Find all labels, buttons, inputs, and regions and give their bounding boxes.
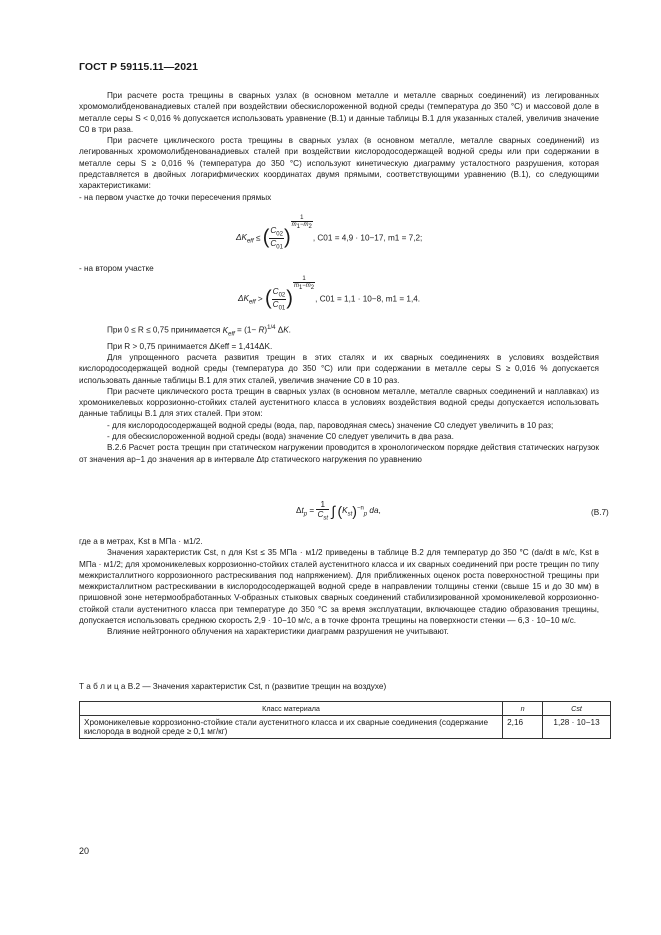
header-cst: Cst bbox=[543, 702, 611, 716]
body-text-bottom bbox=[79, 536, 599, 638]
table-header-row bbox=[80, 702, 611, 716]
table-row bbox=[80, 716, 611, 739]
paragraph-2: При расчете циклического роста трещины в сварных узлах (в основном металле, металле сварных соединений) из легированных хромомолибденованадиевых сталей при воздействии кислородосодержащей водной среды или при содержании в металле серы S ≥ 0,016 % (температура до 350 °С) используют кинетическую диаграмму усталостного разрушения, которая представляется в двойных логарифмических координатах двумя прямыми, соответствующими уравнению (В.1), со следующими характеристиками: bbox=[79, 136, 599, 191]
paragraph-6: Значения характеристик Cst, n для Kst ≤ 35 МПа · м1/2 приведены в таблице В.2 для температур до 350 °С (da/dt в м/с, Kst в МПа · м1/2; для хромоникелевых коррозионно-стойких сталей аустенитного класса и их сварных соединений при росте трещин по типу межкристаллитного коррозионного растрескивания под напряжением). Для приближенных оценок роста поверхностной трещины при межкристаллитном растрескивании в кислородосодержащей водной среде в направлении толщины стенки (свыше 15 и до 30 мм) в пришовной зоне нетермообработанных V-образных стыковых сварных соединений стабилизированной хромоникелевой коррозионно-стойкой стали аустенитного класса при температуре до 350 °С за время эксплуатации, включающее стадию образования трещины, допускается использовать среднюю скорость 2,9 · 10−10 м/с, а в точке фронта трещины на поверхности стенки — 6,3 · 10−10 м/с. bbox=[79, 548, 599, 626]
paragraph-3: Для упрощенного расчета развития трещин в этих сталях и их сварных соединениях в условиях воздействия кислородосодержащей водной среды (температура до 350 °С) или при содержании в металле серы S ≥ 0,016 % допускается использовать данные таблицы В.1 для этих сталей, увеличив значение C0 в 10 раз. bbox=[79, 352, 599, 385]
paragraph-4: При расчете циклического роста трещин в сварных узлах (в основном металле, металле сварных соединений и наплавках) из хромоникелевых коррозионно-стойких сталей аустенитного класса в условиях воздействия водной среды допускается использовать данные таблицы В.1 для этих сталей. При этом: bbox=[79, 386, 599, 419]
paragraph-5: В.2.6 Расчет роста трещин при статическом нагружении проводится в хронологическом порядке действия статических нагрузок от значения ap−1 до значения ap в интервале Δtp статического нагружения по уравнению bbox=[79, 443, 599, 464]
equation-b7: $\Delta t_p$ = $\frac{1}{C_{st}}$ ∫ $(K_{st})^{-n}_p$ da, bbox=[296, 500, 381, 522]
list-item-first-segment: - на первом участке до точки пересечения прямых bbox=[79, 192, 272, 202]
header-n: n bbox=[503, 702, 543, 716]
r-condition-2: При R > 0,75 принимается ΔKeff = 1,414ΔK. bbox=[107, 341, 273, 351]
header-material-class: Класс материала bbox=[80, 702, 503, 716]
table-b2 bbox=[79, 701, 611, 739]
page-number: 20 bbox=[79, 846, 90, 856]
cell-n: 2,16 bbox=[503, 716, 543, 739]
equation-2: $\Delta K_{eff}$ > ( $\frac{C_{02}}{C_{01}}$ ) $^{\frac{1}{m_1-m_2}}$ , C01 = 1,1 · 10−8, m1 = 1,4. bbox=[238, 276, 421, 312]
equation-2-tail: , C01 = 1,1 · 10−8, m1 = 1,4. bbox=[315, 294, 421, 304]
paragraph-7: Влияние нейтронного облучения на характеристики диаграмм разрушения не учитывают. bbox=[107, 627, 449, 637]
equation-1-tail: , C01 = 4,9 · 10−17, m1 = 7,2; bbox=[312, 233, 423, 243]
list-item-second-segment: - на втором участке bbox=[79, 264, 154, 273]
table-caption: Т а б л и ц а В.2 — Значения характеристик Cst, n (развитие трещин на воздухе) bbox=[79, 682, 387, 691]
list-item-deoxygenated: - для обескислороженной водной среды (вода) значение C0 следует увеличить в два раза. bbox=[107, 432, 454, 442]
equation-1: $\Delta K_{eff}$ ≤ ( $\frac{C_{02}}{C_{01}}$ ) $^{\frac{1}{m_1-m_2}}$ , C01 = 4,9 · 10−17, m1 = 7,2; bbox=[236, 215, 423, 251]
document-header: ГОСТ Р 59115.11—2021 bbox=[79, 61, 199, 73]
cell-material: Хромоникелевые коррозионно-стойкие стали аустенитного класса и их сварные соединения (содержание кислорода в водной среде ≥ 0,1 мг/кг) bbox=[80, 716, 503, 739]
body-text-item2 bbox=[79, 263, 599, 274]
paragraph-1: При расчете роста трещины в сварных узлах (в основном металле и металле сварных соединений) из легированных хромомолибденованадиевых сталей при воздействии обескислороженной водной среды (температура до 350 °С) и массовой доле в металле серы S < 0,016 % допускается использовать уравнение (В.1) и данные таблицы В.1 для указанных сталей, увеличив значение C0 в три раза. bbox=[79, 91, 599, 134]
where-clause: где a в метрах, Kst в МПа · м1/2. bbox=[79, 537, 203, 546]
r-condition-1-text: При 0 ≤ R ≤ 0,75 принимается bbox=[107, 325, 221, 335]
body-text-r-conditions bbox=[79, 323, 599, 465]
cell-cst: 1,28 · 10−13 bbox=[543, 716, 611, 739]
list-item-oxygen: - для кислородосодержащей водной среды (вода, пар, пароводяная смесь) значение C0 следует увеличить в 10 раз; bbox=[107, 420, 554, 430]
r-condition-1: При 0 ≤ R ≤ 0,75 принимается $K_{eff} = (1- R)^{1/4}$ ΔK. bbox=[107, 325, 291, 338]
body-text-top bbox=[79, 90, 599, 203]
equation-b7-number: (В.7) bbox=[591, 508, 609, 517]
